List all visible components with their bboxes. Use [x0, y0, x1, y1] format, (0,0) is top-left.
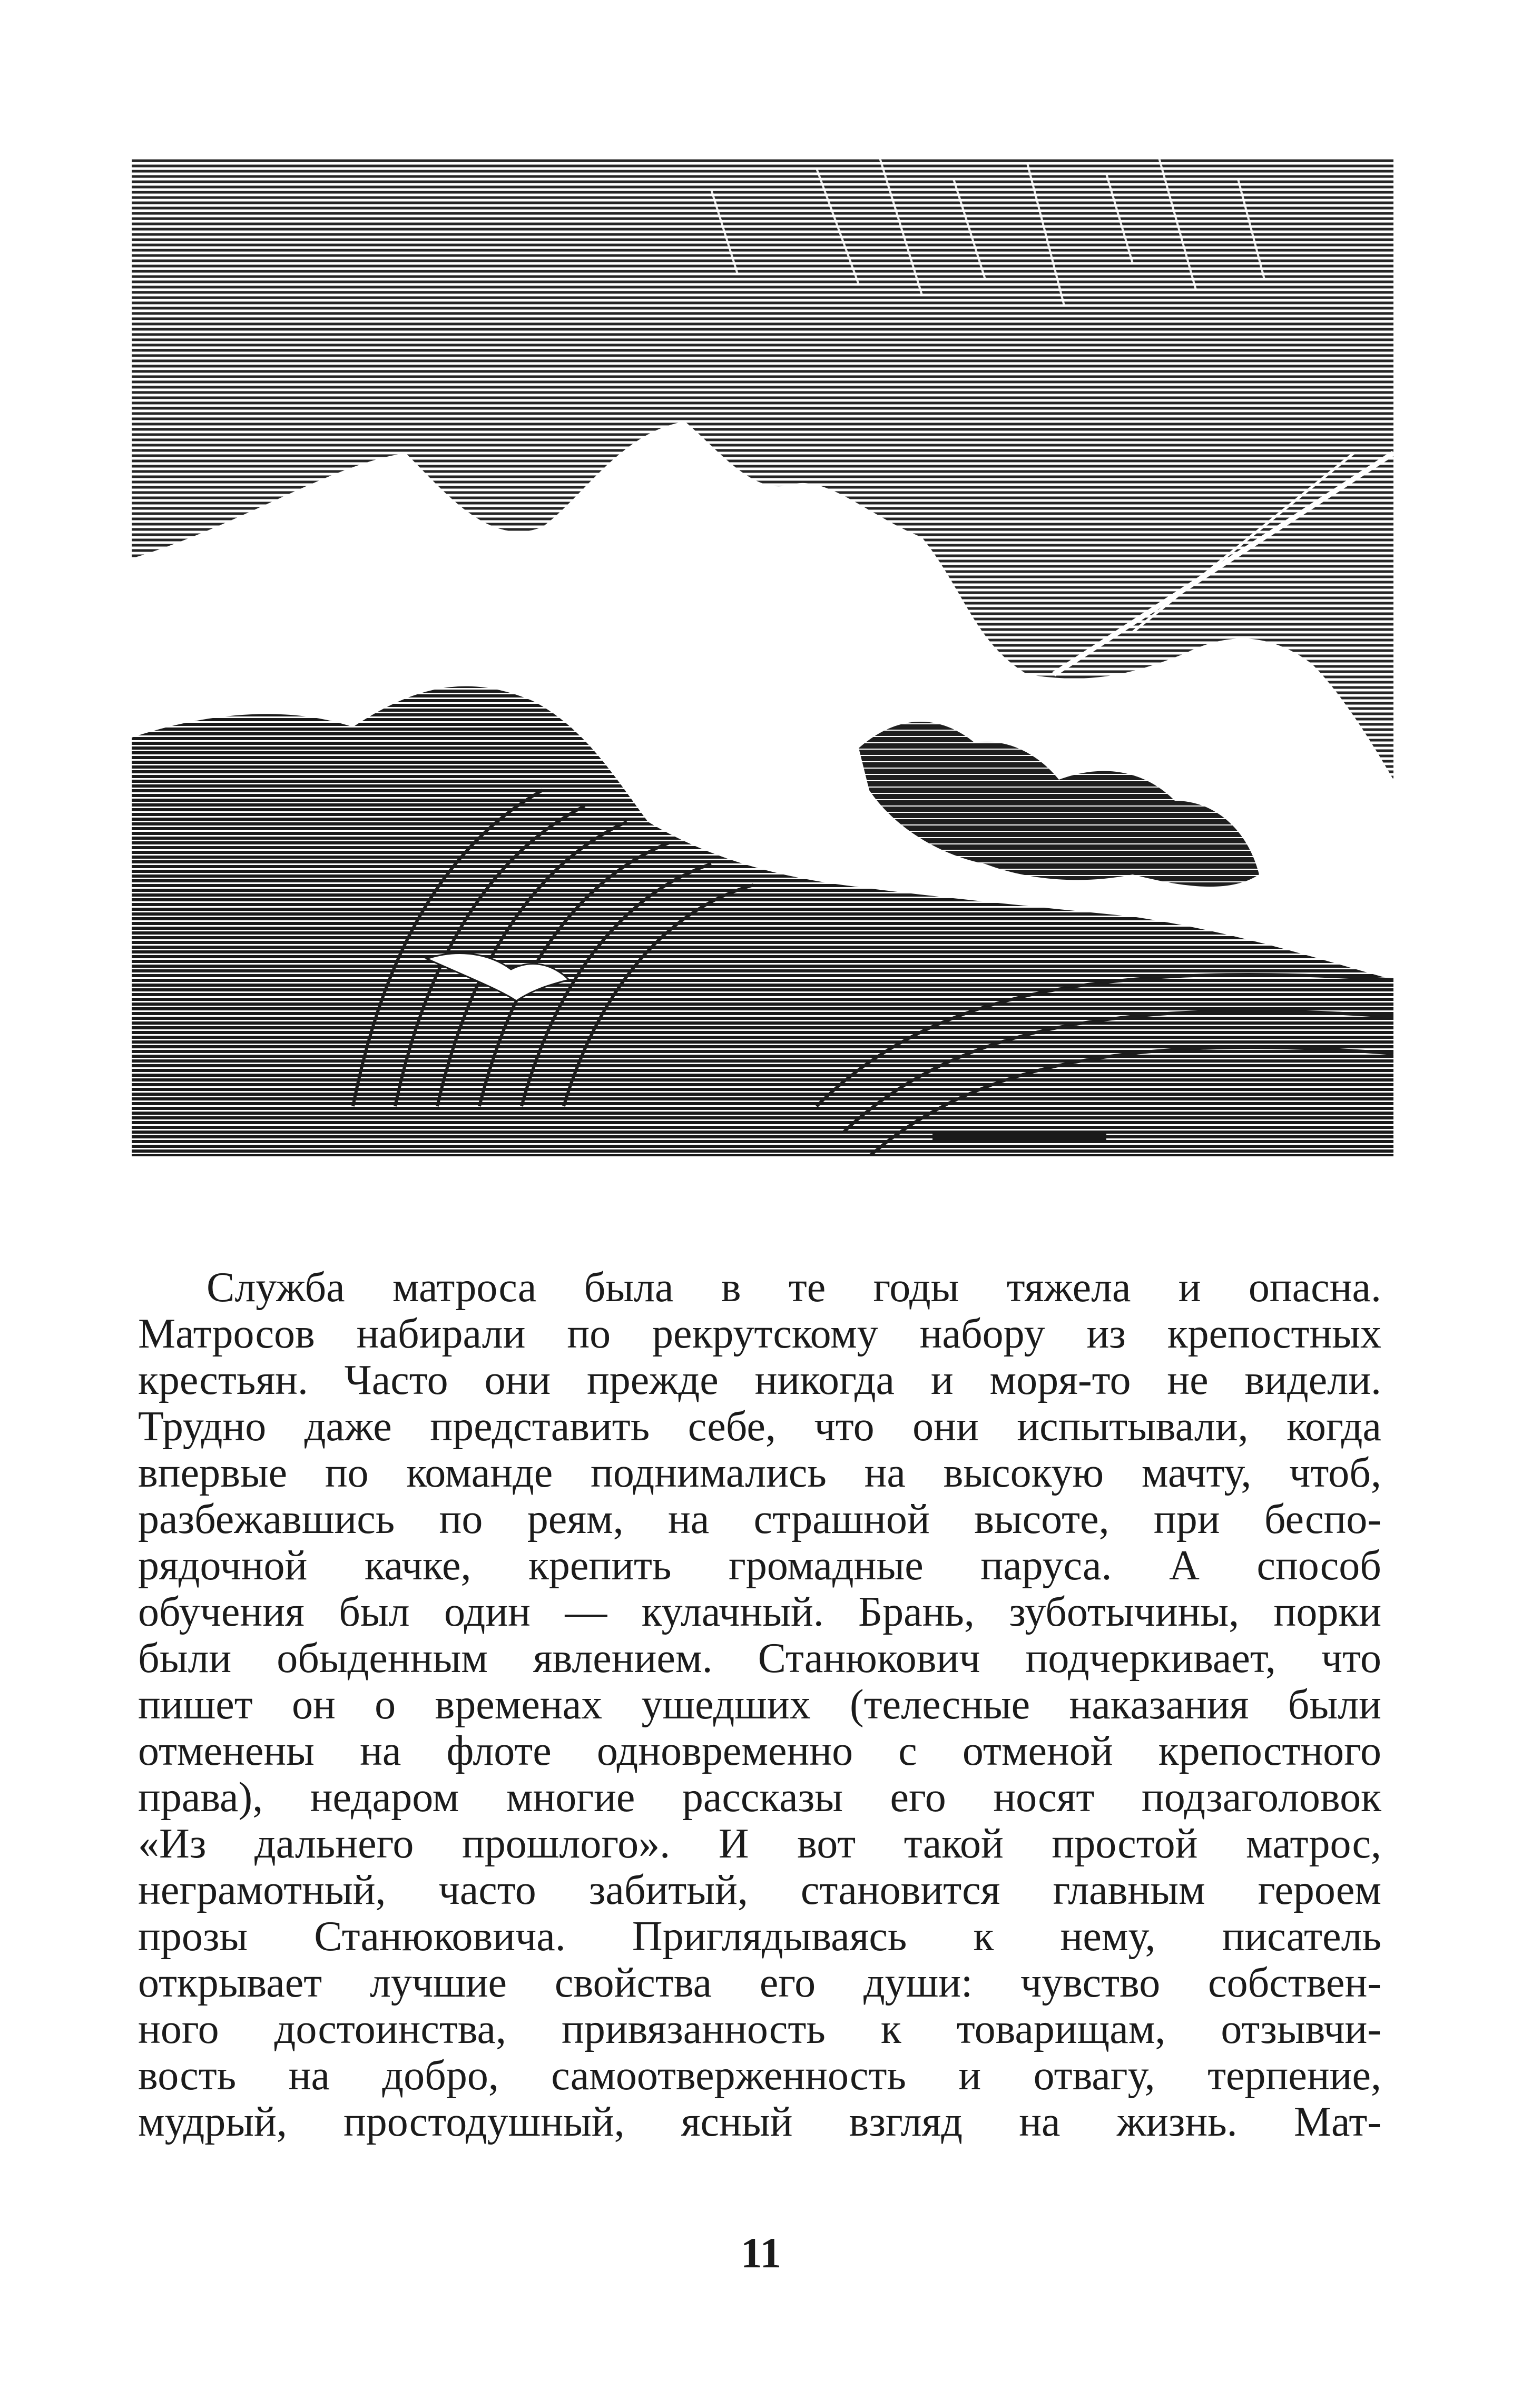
text-line: открывает лучшие свойства его души: чувство собствен- — [138, 1960, 1381, 2006]
text-line: вость на добро, самоотверженность и отвагу, терпение, — [138, 2052, 1381, 2099]
text-line: обучения был один — кулачный. Брань, зуботычины, порки — [138, 1589, 1381, 1635]
stormy-sea-engraving — [132, 158, 1393, 1156]
text-line: пишет он о временах ушедших (телесные наказания были — [138, 1682, 1381, 1728]
text-line: отменены на флоте одновременно с отменой крепостного — [138, 1728, 1381, 1774]
text-line: Трудно даже представить себе, что они испытывали, когда — [138, 1403, 1381, 1450]
text-line: права), недаром многие рассказы его носят подзаголовок — [138, 1774, 1381, 1821]
text-line: рядочной качке, крепить громадные паруса. А способ — [138, 1542, 1381, 1589]
text-line: крестьян. Часто они прежде никогда и моря-то не видели. — [138, 1357, 1381, 1403]
text-line: неграмотный, часто забитый, становится главным героем — [138, 1867, 1381, 1913]
text-line: разбежавшись по реям, на страшной высоте, при беспо- — [138, 1496, 1381, 1542]
text-line: «Из дальнего прошлого». И вот такой простой матрос, — [138, 1821, 1381, 1867]
text-line: ного достоинства, привязанность к товарищам, отзывчи- — [138, 2006, 1381, 2052]
text-line: впервые по команде поднимались на высокую мачту, чтоб, — [138, 1450, 1381, 1496]
text-line: мудрый, простодушный, ясный взгляд на жизнь. Мат- — [138, 2099, 1381, 2145]
text-line: Служба матроса была в те годы тяжела и опасна. — [207, 1264, 1381, 1311]
artist-signature — [932, 1133, 1106, 1140]
text-line: были обыденным явлением. Станюкович подчеркивает, что — [138, 1635, 1381, 1682]
page-number: 11 — [740, 2229, 782, 2277]
body-paragraph — [138, 1264, 1381, 2145]
text-line: прозы Станюковича. Приглядываясь к нему, писатель — [138, 1913, 1381, 1960]
text-line: Матросов набирали по рекрутскому набору из крепостных — [138, 1311, 1381, 1357]
